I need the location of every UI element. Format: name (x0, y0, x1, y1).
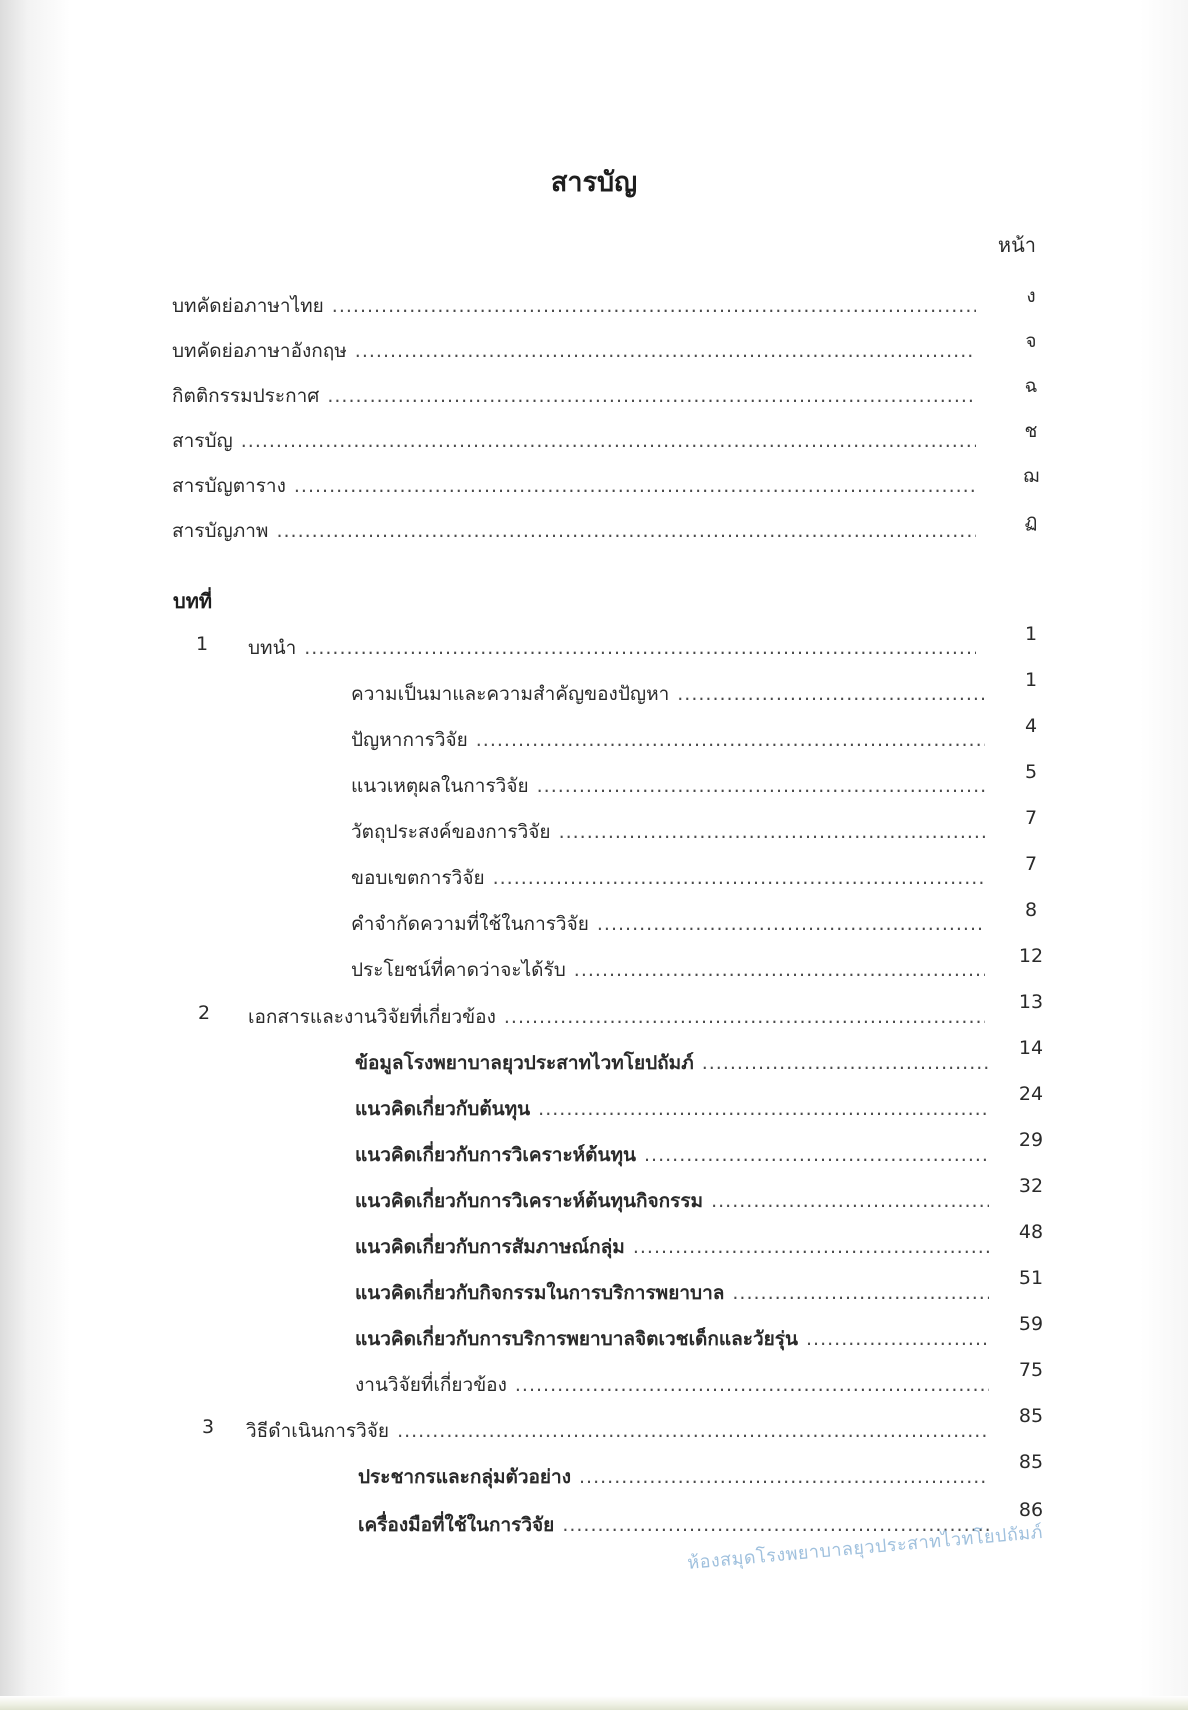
chapter-number: 2 (198, 1002, 211, 1024)
leader-dots (597, 913, 985, 935)
leader-dots (732, 1282, 989, 1304)
leader-dots (355, 340, 976, 362)
section-entry[interactable] (351, 909, 991, 939)
toc-page-number: 12 (1018, 945, 1044, 967)
toc-page-number: 48 (1018, 1221, 1044, 1243)
leader-dots (537, 775, 985, 797)
leader-dots (241, 430, 976, 452)
chapter-title: บทนำ (248, 637, 297, 659)
section-entry[interactable] (355, 1370, 995, 1400)
toc-entry[interactable] (172, 426, 982, 456)
toc-page-number: จ (1025, 330, 1037, 352)
section-entry[interactable] (351, 679, 991, 709)
toc-entry[interactable] (172, 471, 982, 501)
section-label: แนวคิดเกี่ยวกับการวิเคราะห์ต้นทุน (355, 1144, 637, 1166)
toc-page-number: 13 (1018, 991, 1044, 1013)
chapter-title: วิธีดำเนินการวิจัย (246, 1420, 390, 1442)
toc-page-number: 51 (1018, 1267, 1044, 1289)
section-label: แนวคิดเกี่ยวกับการสัมภาษณ์กลุ่ม (355, 1236, 625, 1258)
toc-entry[interactable] (172, 336, 982, 366)
toc-entry-label: สารบัญตาราง (172, 475, 286, 497)
section-label: ประชากรและกลุ่มตัวอย่าง (358, 1466, 572, 1488)
leader-dots (327, 385, 976, 407)
section-entry[interactable] (351, 725, 991, 755)
page-title: สารบัญ (550, 167, 638, 198)
section-label: แนวคิดเกี่ยวกับการบริการพยาบาลจิตเวชเด็กและวัยรุ่น (355, 1328, 798, 1350)
section-entry[interactable] (351, 955, 991, 985)
toc-page-number: 29 (1018, 1129, 1044, 1151)
leader-dots (504, 1006, 985, 1028)
toc-page-number: 14 (1018, 1037, 1044, 1059)
toc-page-number: 59 (1018, 1313, 1044, 1335)
toc-entry[interactable] (172, 381, 982, 411)
toc-entry[interactable] (172, 291, 982, 321)
toc-page-number: 4 (1024, 715, 1038, 737)
section-entry[interactable] (355, 1232, 995, 1262)
toc-entry-label: สารบัญภาพ (172, 520, 269, 542)
toc-entry-label: บทคัดย่อภาษาไทย (172, 295, 324, 317)
toc-page-number: 7 (1024, 853, 1038, 875)
chapter-title: เอกสารและงานวิจัยที่เกี่ยวข้อง (248, 1006, 496, 1028)
toc-page-number: 75 (1018, 1359, 1044, 1381)
chapter-entry[interactable] (246, 1416, 995, 1446)
toc-entry-label: บทคัดย่อภาษาอังกฤษ (172, 340, 347, 362)
leader-dots (806, 1328, 989, 1350)
section-label: แนวคิดเกี่ยวกับกิจกรรมในการบริการพยาบาล (355, 1282, 725, 1304)
toc-page-number: 24 (1018, 1083, 1044, 1105)
chapter-number: 3 (202, 1416, 215, 1438)
leader-dots (579, 1466, 989, 1488)
leader-dots (515, 1374, 989, 1396)
toc-page-number: 1 (1024, 669, 1038, 691)
toc-page-number: 32 (1018, 1175, 1044, 1197)
toc-page-number: ฉ (1024, 375, 1038, 397)
section-label: คำจำกัดความที่ใช้ในการวิจัย (351, 913, 589, 935)
leader-dots (276, 520, 976, 542)
section-entry[interactable] (355, 1140, 995, 1170)
leader-dots (644, 1144, 989, 1166)
section-label: ปัญหาการวิจัย (351, 729, 468, 751)
page-column-header: หน้า (997, 233, 1036, 257)
section-label: ขอบเขตการวิจัย (351, 867, 485, 889)
toc-page-number: 5 (1024, 761, 1038, 783)
section-entry[interactable] (358, 1462, 995, 1492)
leader-dots (294, 475, 976, 497)
library-stamp: ห้องสมุดโรงพยาบาลยุวประสาทไวทโยปถัมภ์ (686, 1521, 1044, 1574)
section-label: แนวคิดเกี่ยวกับต้นทุน (355, 1098, 531, 1120)
chapters-heading: บทที่ (173, 589, 213, 613)
toc-page-number: ช (1024, 420, 1038, 442)
section-label: ประโยชน์ที่คาดว่าจะได้รับ (351, 959, 566, 981)
toc-page-number: 85 (1018, 1451, 1044, 1473)
toc-entry-label: กิตติกรรมประกาศ (172, 385, 320, 407)
section-label: เครื่องมือที่ใช้ในการวิจัย (358, 1514, 555, 1536)
section-entry[interactable] (355, 1324, 995, 1354)
leader-dots (332, 295, 976, 317)
leader-dots (711, 1190, 989, 1212)
leader-dots (702, 1052, 989, 1074)
section-label: ข้อมูลโรงพยาบาลยุวประสาทไวทโยปถัมภ์ (355, 1052, 694, 1074)
leader-dots (476, 729, 985, 751)
section-entry[interactable] (355, 1048, 995, 1078)
toc-page-number: 8 (1024, 899, 1038, 921)
section-entry[interactable] (355, 1186, 995, 1216)
toc-page-number: 85 (1018, 1405, 1044, 1427)
section-entry[interactable] (355, 1094, 995, 1124)
leader-dots (493, 867, 985, 889)
section-label: วัตถุประสงค์ของการวิจัย (351, 821, 551, 843)
leader-dots (559, 821, 985, 843)
section-entry[interactable] (355, 1278, 995, 1308)
section-entry[interactable] (351, 863, 991, 893)
toc-page-number: ฌ (1022, 465, 1040, 487)
section-entry[interactable] (351, 771, 991, 801)
page-bottom-edge (0, 1696, 1188, 1710)
toc-page-number: ฏ (1024, 510, 1038, 532)
toc-entry[interactable] (172, 516, 982, 546)
section-entry[interactable] (351, 817, 991, 847)
chapter-entry[interactable] (248, 1002, 991, 1032)
leader-dots (677, 683, 985, 705)
section-label: แนวเหตุผลในการวิจัย (351, 775, 529, 797)
toc-page-number: ง (1026, 285, 1036, 307)
toc-entry-label: สารบัญ (172, 430, 233, 452)
leader-dots (397, 1420, 989, 1442)
leader-dots (574, 959, 985, 981)
chapter-entry[interactable] (248, 633, 982, 663)
toc-page-number: 1 (1024, 623, 1038, 645)
section-label: แนวคิดเกี่ยวกับการวิเคราะห์ต้นทุนกิจกรรม (355, 1190, 704, 1212)
leader-dots (538, 1098, 989, 1120)
toc-page-number: 7 (1024, 807, 1038, 829)
section-label: งานวิจัยที่เกี่ยวข้อง (355, 1374, 507, 1396)
chapter-number: 1 (196, 633, 209, 655)
leader-dots (633, 1236, 989, 1258)
leader-dots (304, 637, 976, 659)
toc-page-number: 86 (1018, 1499, 1044, 1521)
section-label: ความเป็นมาและความสำคัญของปัญหา (351, 683, 670, 705)
